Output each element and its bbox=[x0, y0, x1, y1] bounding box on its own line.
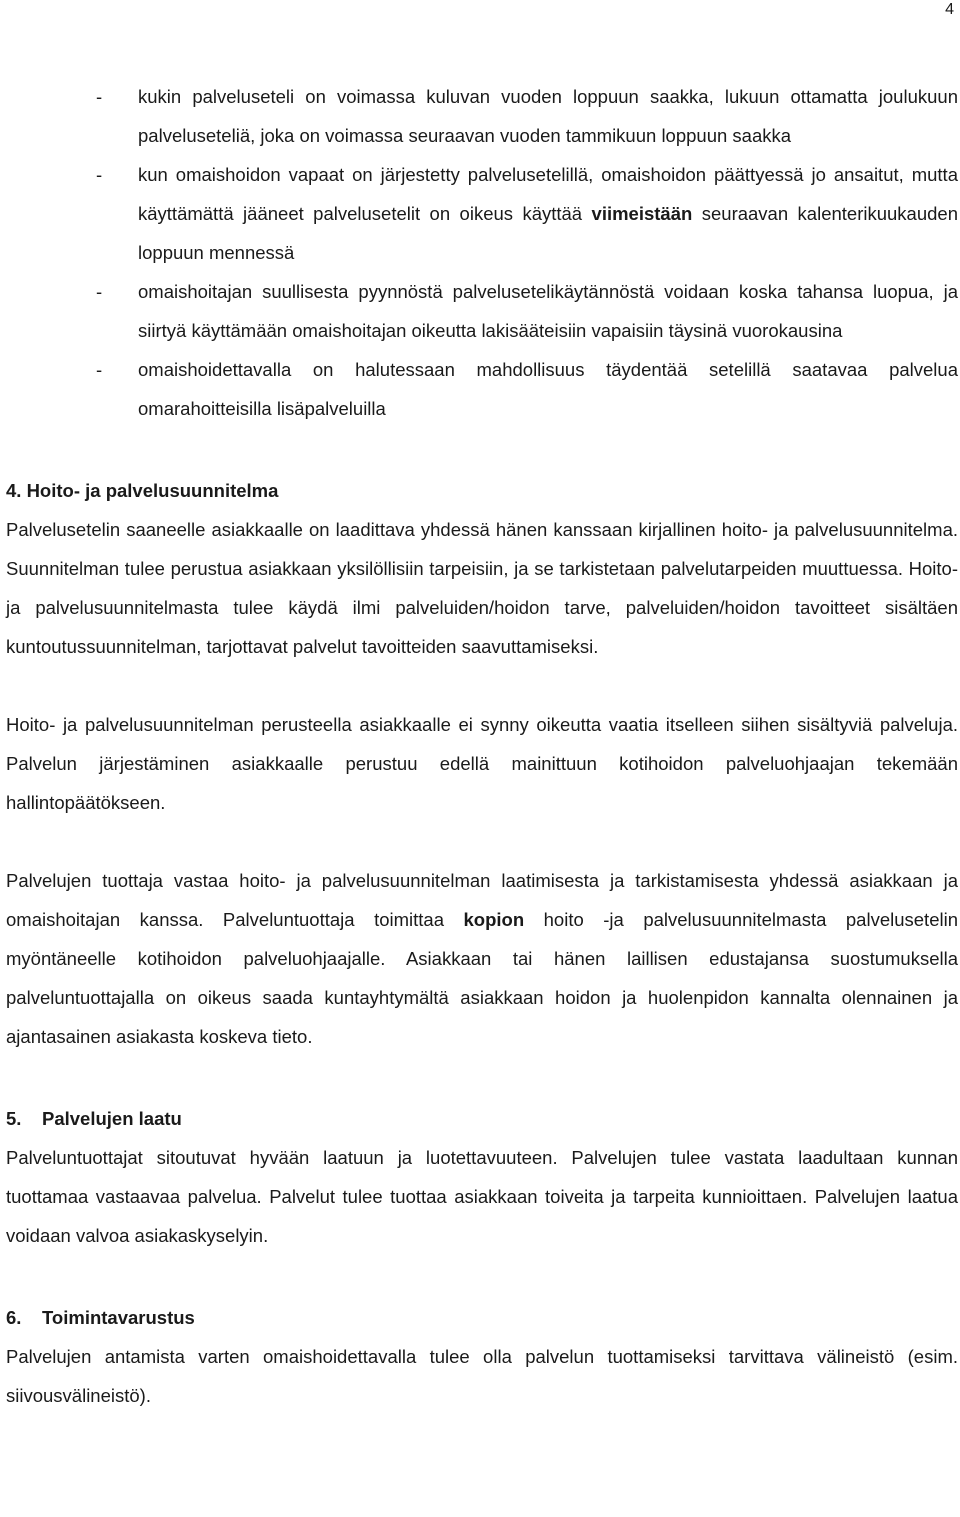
section-title: Palvelujen laatu bbox=[42, 1108, 182, 1129]
list-item-text: kukin palveluseteli on voimassa kuluvan vuoden loppuun saakka, lukuun ottamatta joulukuun palveluseteliä, joka on voimassa seuraavan vuoden tammikuun loppuun saakka bbox=[138, 86, 958, 146]
paragraph: Palvelusetelin saaneelle asiakkaalle on laadittava yhdessä hänen kanssaan kirjallinen hoito- ja palvelusuunnitelma. Suunnitelman tulee perustua asiakkaan yksilöllisiin tarpeisiin, ja se tarkistetaan palvelutarpeiden muuttuessa. Hoito- ja palvelusuunnitelmasta tulee käydä ilmi palveluiden/hoidon tarve, palveluiden/hoidon tavoitteet sisältäen kuntoutussuunnitelman, tarjottavat palvelut tavoitteiden saavuttamiseksi. bbox=[6, 519, 958, 657]
paragraph: Hoito- ja palvelusuunnitelman perusteella asiakkaalle ei synny oikeutta vaatia itselleen siihen sisältyviä palveluja. Palvelun järjestäminen asiakkaalle perustuu edellä mainittuun kotihoidon palveluohjaajan tekemään hallintopäätökseen. bbox=[6, 714, 958, 813]
list-dash: - bbox=[96, 164, 103, 185]
list-item-text: omaishoidettavalla on halutessaan mahdollisuus täydentää setelillä saatavaa palvelua omarahoitteisilla lisäpalveluilla bbox=[138, 359, 958, 419]
emphasis-text: kopion bbox=[463, 909, 525, 930]
list-item-text: omaishoitajan suullisesta pyynnöstä palvelusetelikäytännöstä voidaan koska tahansa luopua, ja siirtyä käyttämään omaishoitajan oikeutta lakisääteisiin vapaisiin täysinä vuorokausina bbox=[138, 281, 958, 341]
list-item bbox=[6, 350, 958, 428]
list-dash: - bbox=[96, 86, 103, 107]
list-dash: - bbox=[96, 281, 103, 302]
emphasis-text: viimeistään bbox=[591, 203, 693, 224]
section-heading-4: 4. Hoito- ja palvelusuunnitelma bbox=[6, 480, 279, 501]
section-number: 5. bbox=[6, 1108, 22, 1129]
paragraph-text: hoito -ja palvelusuunnitelmasta palvelusetelin myöntäneelle kotihoidon palveluohjaajalle. Asiakkaan tai hänen laillisen edustajansa suostumuksella palveluntuottajalla on oikeus saada kuntayhtymältä asiakkaan hoidon ja huolenpidon kannalta olennainen ja ajantasainen asiakasta koskeva tieto. bbox=[6, 909, 958, 1047]
list-item bbox=[6, 272, 958, 350]
list-item-text: seuraavan kalenterikuukauden loppuun mennessä bbox=[138, 203, 959, 263]
document-body bbox=[6, 77, 958, 1415]
section-heading-6 bbox=[6, 1298, 958, 1337]
bullet-list bbox=[6, 77, 958, 428]
paragraph: Palveluntuottajat sitoutuvat hyvään laatuun ja luotettavuuteen. Palvelujen tulee vastata laadultaan kunnan tuottamaa vastaavaa palvelua. Palvelut tulee tuottaa asiakkaan toiveita ja tarpeita kunnioittaen. Palvelujen laatua voidaan valvoa asiakaskyselyin. bbox=[6, 1147, 958, 1246]
section-title: Toimintavarustus bbox=[42, 1307, 195, 1328]
list-item bbox=[6, 77, 958, 155]
section-heading-5 bbox=[6, 1099, 958, 1138]
list-item-text: kun omaishoidon vapaat on järjestetty palvelusetelillä, omaishoidon päättyessä jo ansaitut, mutta käyttämättä jääneet palvelusetelit on oikeus käyttää bbox=[138, 164, 958, 224]
section-number: 6. bbox=[6, 1307, 22, 1328]
list-dash: - bbox=[96, 359, 103, 380]
page-number: 4 bbox=[945, 1, 954, 18]
list-item bbox=[6, 155, 958, 272]
paragraph bbox=[6, 861, 958, 1056]
paragraph-text: Palvelujen tuottaja vastaa hoito- ja palvelusuunnitelman laatimisesta ja tarkistamisesta yhdessä asiakkaan ja omaishoitajan kanssa. Palveluntuottaja toimittaa bbox=[6, 870, 958, 930]
paragraph: Palvelujen antamista varten omaishoidettavalla tulee olla palvelun tuottamiseksi tarvittava välineistö (esim. siivousvälineistö). bbox=[6, 1346, 958, 1406]
